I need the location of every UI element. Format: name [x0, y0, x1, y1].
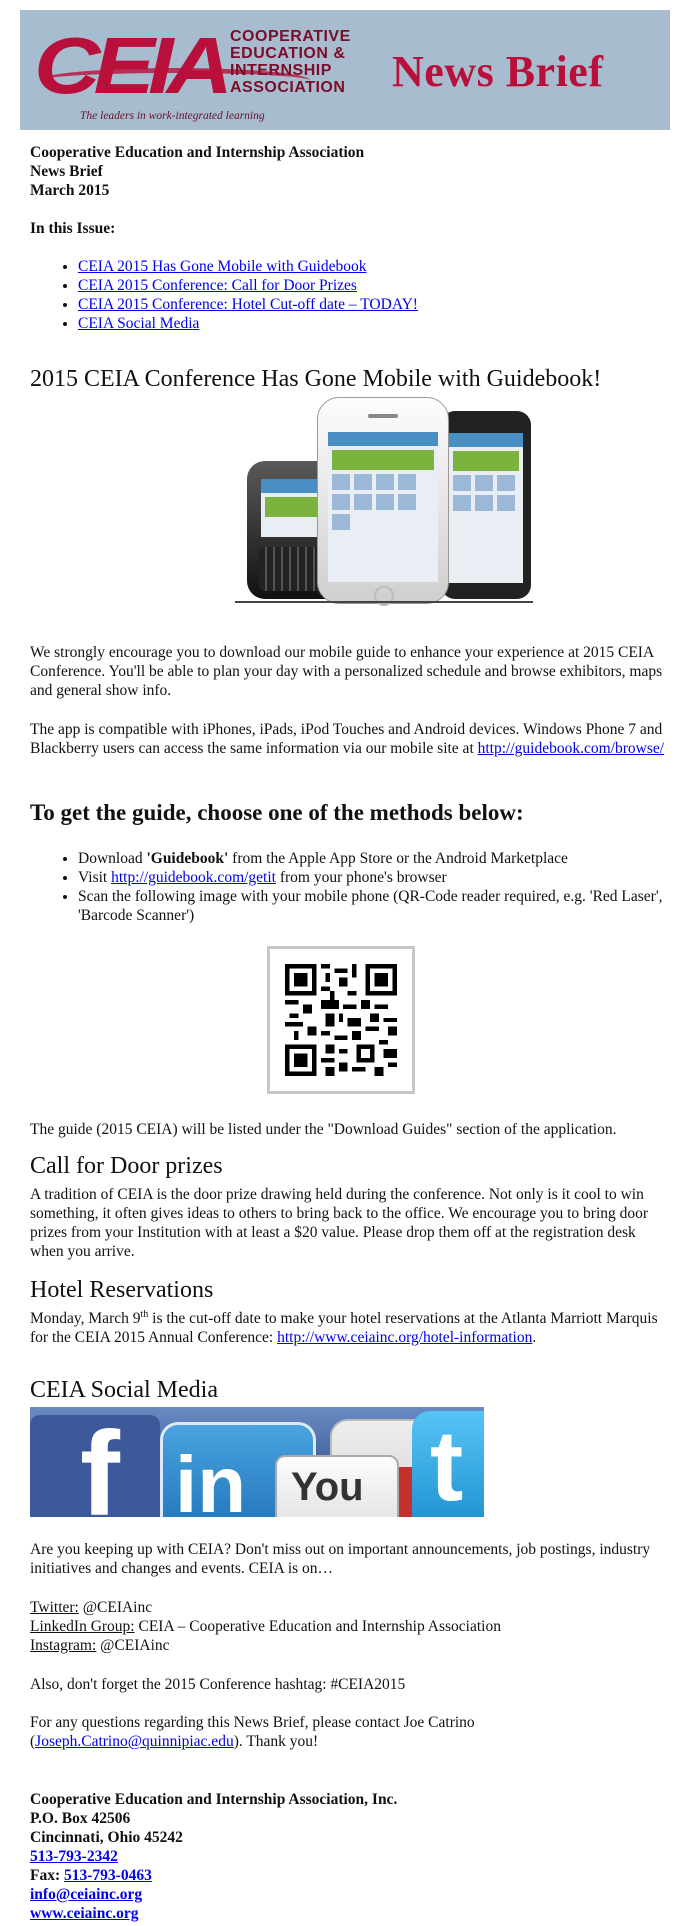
footer-address [30, 1790, 670, 1923]
mobile-para-1: We strongly encourage you to download our mobile guide to enhance your experience at 2015 CEIA Conference. You'll be able to plan your day with a personalized schedule and browse exhibitors, maps and general show info. [30, 644, 663, 699]
toc-heading: In this Issue: [30, 220, 116, 237]
twitter-line: Twitter: @CEIAinc [30, 1599, 153, 1616]
method-item: • Visit http://guidebook.com/getit from your phone's browser [78, 868, 670, 887]
android-phone [441, 411, 531, 599]
intro-kind: News Brief [30, 163, 103, 180]
qr-code-image [267, 946, 415, 1094]
facebook-icon: f [30, 1415, 160, 1517]
ceia-logo: CEIA [34, 21, 227, 110]
mobile-heading: 2015 CEIA Conference Has Gone Mobile with Guidebook! [30, 366, 602, 392]
toc-link-hotel[interactable]: CEIA 2015 Conference: Hotel Cut-off date – TODAY! [78, 296, 418, 313]
guidebook-getit-link[interactable]: http://guidebook.com/getit [111, 869, 276, 886]
method-item: • Download 'Guidebook' from the Apple App Store or the Android Marketplace [78, 849, 670, 868]
social-heading: CEIA Social Media [30, 1377, 218, 1403]
method-item: • Scan the following image with your mobile phone (QR-Code reader required, e.g. 'Red Laser', 'Barcode Scanner') [78, 887, 670, 925]
fax-label: Fax: [30, 1867, 65, 1884]
contact-note: For any questions regarding this News Brief, please contact Joe Catrino (Joseph.Catrino@quinnipiac.edu). Thank you! [30, 1714, 475, 1750]
intro-block [30, 143, 670, 200]
org-line: INTERNSHIP [230, 62, 332, 79]
org-line: ASSOCIATION [230, 79, 346, 96]
toc-link-door-prizes[interactable]: CEIA 2015 Conference: Call for Door Prizes [78, 277, 357, 294]
guidebook-browse-link[interactable]: http://guidebook.com/browse/ [477, 740, 665, 757]
twitter-icon: t [412, 1411, 484, 1517]
logo-tagline: The leaders in work-integrated learning [80, 110, 265, 122]
footer-org: Cooperative Education and Internship Association, Inc. [30, 1791, 398, 1808]
social-accounts [30, 1598, 670, 1655]
toc-link-social[interactable]: CEIA Social Media [78, 315, 200, 332]
logo-org-name [230, 28, 351, 96]
hotel-info-link[interactable]: http://www.ceiainc.org/hotel-information [277, 1329, 533, 1347]
toc-item [78, 257, 670, 276]
footer-city: Cincinnati, Ohio 45242 [30, 1829, 183, 1846]
instagram-line: Instagram: @CEIAinc [30, 1637, 170, 1654]
door-prizes-text: A tradition of CEIA is the door prize drawing held during the conference. Not only is it cool to win something, it often gives ideas to others to bring back to the office. We encourage you to bring door prizes from your Institution with at least a $20 value. Please drop them off at the registration desk when you arrive. [30, 1186, 649, 1260]
toc [30, 257, 670, 333]
guide-heading: To get the guide, choose one of the methods below: [30, 800, 524, 825]
header-banner [20, 10, 670, 130]
toc-item [78, 314, 670, 333]
guidebook-phones-image [235, 393, 533, 603]
linkedin-icon: in [160, 1422, 316, 1517]
guide-methods [30, 849, 670, 925]
toc-item [78, 276, 670, 295]
instagram-label[interactable]: Instagram: [30, 1637, 97, 1654]
door-prizes-heading: Call for Door prizes [30, 1153, 223, 1179]
hotel-text: Monday, March 9th is the cut-off date to make your hotel reservations at the Atlanta Marriott Marquis for the CEIA 2015 Annual Conference: http://www.ceiainc.org/hotel-information. [30, 1309, 658, 1347]
footer-web-link[interactable]: www.ceiainc.org [30, 1905, 139, 1922]
guide-listing-note: The guide (2015 CEIA) will be listed under the "Download Guides" section of the application. [30, 1121, 617, 1138]
social-para: Are you keeping up with CEIA? Don't miss out on important announcements, job postings, industry initiatives and changes and events. CEIA is on… [30, 1541, 651, 1577]
linkedin-line: LinkedIn Group: CEIA – Cooperative Education and Internship Association [30, 1618, 501, 1635]
iphone [317, 397, 449, 604]
youtube-icon: You [275, 1455, 399, 1517]
intro-org: Cooperative Education and Internship Association [30, 144, 365, 161]
news-brief-title: News Brief [392, 47, 604, 96]
footer-phone-link[interactable]: 513-793-2342 [30, 1848, 118, 1865]
toc-item [78, 295, 670, 314]
org-line: COOPERATIVE [230, 28, 351, 45]
footer-email-link[interactable]: info@ceiainc.org [30, 1886, 143, 1903]
hotel-heading: Hotel Reservations [30, 1277, 214, 1303]
social-media-image [30, 1407, 484, 1517]
footer-fax-link[interactable]: 513-793-0463 [64, 1867, 152, 1884]
contact-email-link[interactable]: Joseph.Catrino@quinnipiac.edu [35, 1733, 234, 1750]
org-line: EDUCATION & [230, 45, 346, 62]
linkedin-label[interactable]: LinkedIn Group: [30, 1618, 135, 1635]
intro-date: March 2015 [30, 182, 110, 199]
mobile-para-2: The app is compatible with iPhones, iPads, iPod Touches and Android devices. Windows Phone 7 and Blackberry users can access the same information via our mobile site at http://guidebook.com/browse/ [30, 721, 665, 757]
footer-box: P.O. Box 42506 [30, 1810, 131, 1827]
hashtag-note: Also, don't forget the 2015 Conference hashtag: #CEIA2015 [30, 1676, 406, 1693]
twitter-label[interactable]: Twitter: [30, 1599, 79, 1616]
toc-link-mobile[interactable]: CEIA 2015 Has Gone Mobile with Guidebook [78, 258, 367, 275]
